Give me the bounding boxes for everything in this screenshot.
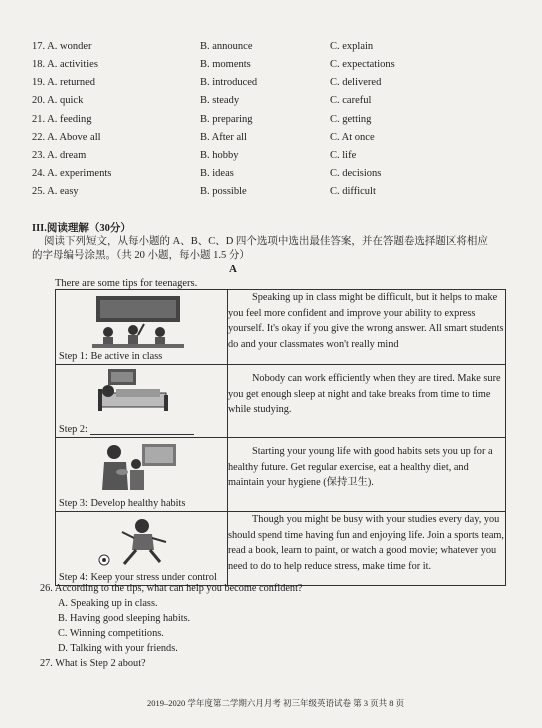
option-b: B. preparing bbox=[200, 114, 253, 125]
answer-choice: A. Speaking up in class. bbox=[58, 598, 158, 609]
tip-text: Though you might be busy with your studies every day, you should spend time having fun and enjoying life. Join a sports team, read a book, learn to paint, or watch a good movie; whatever you need to do to help reduce stress, make time for it. bbox=[228, 514, 504, 572]
option-a: 22. A. Above all bbox=[32, 132, 101, 143]
option-row bbox=[0, 59, 542, 77]
option-c: C. delivered bbox=[330, 77, 382, 88]
option-a: 18. A. activities bbox=[32, 59, 98, 70]
option-a: 24. A. experiments bbox=[32, 168, 112, 179]
section-instruction: 阅读下列短文，从每小题的 A、B、C、D 四个选项中选出最佳答案，并在答题卷选择题区将相应 bbox=[44, 236, 488, 247]
option-b: B. hobby bbox=[200, 150, 239, 161]
tip-text-cell bbox=[228, 438, 506, 512]
option-row bbox=[0, 168, 542, 186]
option-c: C. expectations bbox=[330, 59, 395, 70]
tips-table bbox=[55, 289, 506, 586]
tip-text-cell bbox=[228, 365, 506, 438]
option-a: 17. A. wonder bbox=[32, 41, 92, 52]
option-c: C. At once bbox=[330, 132, 375, 143]
tip-text: Nobody can work efficiently when they are tired. Make sure you get enough sleep at night and take breaks from time to time while studying. bbox=[228, 373, 501, 415]
option-b: B. possible bbox=[200, 186, 247, 197]
option-row bbox=[0, 77, 542, 95]
option-row bbox=[0, 186, 542, 204]
table-row bbox=[56, 290, 506, 365]
option-a: 19. A. returned bbox=[32, 77, 95, 88]
step-2-label: Step 2: bbox=[59, 424, 88, 435]
option-c: C. difficult bbox=[330, 186, 376, 197]
table-row bbox=[56, 512, 506, 586]
soccer-illustration bbox=[94, 518, 184, 572]
option-c: C. decisions bbox=[330, 168, 382, 179]
option-a: 21. A. feeding bbox=[32, 114, 92, 125]
step-label bbox=[59, 424, 194, 435]
tip-image-cell bbox=[56, 438, 228, 512]
tip-text-cell bbox=[228, 290, 506, 365]
option-row bbox=[0, 114, 542, 132]
option-a: 25. A. easy bbox=[32, 186, 79, 197]
step-label: Step 1: Be active in class bbox=[59, 351, 163, 362]
tip-text: Starting your young life with good habits sets you up for a healthy future. Get regular exercise, eat a healthy diet, and maintain your hygiene (保持卫生). bbox=[228, 446, 493, 488]
answer-choice: B. Having good sleeping habits. bbox=[58, 613, 191, 624]
option-c: C. getting bbox=[330, 114, 372, 125]
tip-image-cell bbox=[56, 512, 228, 586]
option-c: C. careful bbox=[330, 95, 372, 106]
option-row bbox=[0, 41, 542, 59]
passage-intro: There are some tips for teenagers. bbox=[55, 278, 198, 289]
page-footer: 2019–2020 学年度第二学期六月月考 初三年级英语试卷 第 3 页共 8 页 bbox=[147, 698, 405, 708]
part-label: A bbox=[229, 263, 237, 275]
option-b: B. moments bbox=[200, 59, 251, 70]
table-row bbox=[56, 365, 506, 438]
option-a: 23. A. dream bbox=[32, 150, 87, 161]
tip-text-cell bbox=[228, 512, 506, 586]
option-row bbox=[0, 132, 542, 150]
section-instruction: 的字母编号涂黑。（共 20 小题，每小题 1.5 分） bbox=[32, 250, 250, 261]
tip-text: Speaking up in class might be difficult, but it helps to make you feel more confident and improve your ability to express yourself. It's okay if you give the wrong answer. All smart students do and your classmates won't really mind bbox=[228, 292, 504, 350]
option-b: B. introduced bbox=[200, 77, 258, 88]
section-title: III.阅读理解（30分） bbox=[32, 223, 131, 234]
answer-blank bbox=[90, 424, 194, 435]
option-c: C. life bbox=[330, 150, 357, 161]
tip-image-cell bbox=[56, 365, 228, 438]
step-label: Step 4: Keep your stress under control bbox=[59, 572, 217, 583]
question-26: 26. According to the tips, what can help you become confident? bbox=[40, 583, 303, 594]
option-b: B. announce bbox=[200, 41, 253, 52]
table-row bbox=[56, 438, 506, 512]
healthy-habits-illustration bbox=[96, 442, 186, 494]
answer-choice: C. Winning competitions. bbox=[58, 628, 164, 639]
step-label: Step 3: Develop healthy habits bbox=[59, 498, 186, 509]
question-27: 27. What is Step 2 about? bbox=[40, 658, 146, 669]
option-a: 20. A. quick bbox=[32, 95, 84, 106]
tip-image-cell bbox=[56, 290, 228, 365]
option-row bbox=[0, 150, 542, 168]
option-b: B. steady bbox=[200, 95, 240, 106]
option-c: C. explain bbox=[330, 41, 374, 52]
option-row bbox=[0, 95, 542, 113]
sleeping-illustration bbox=[94, 367, 174, 417]
answer-choice: D. Talking with your friends. bbox=[58, 643, 178, 654]
option-b: B. After all bbox=[200, 132, 247, 143]
option-b: B. ideas bbox=[200, 168, 234, 179]
classroom-illustration bbox=[88, 294, 188, 350]
